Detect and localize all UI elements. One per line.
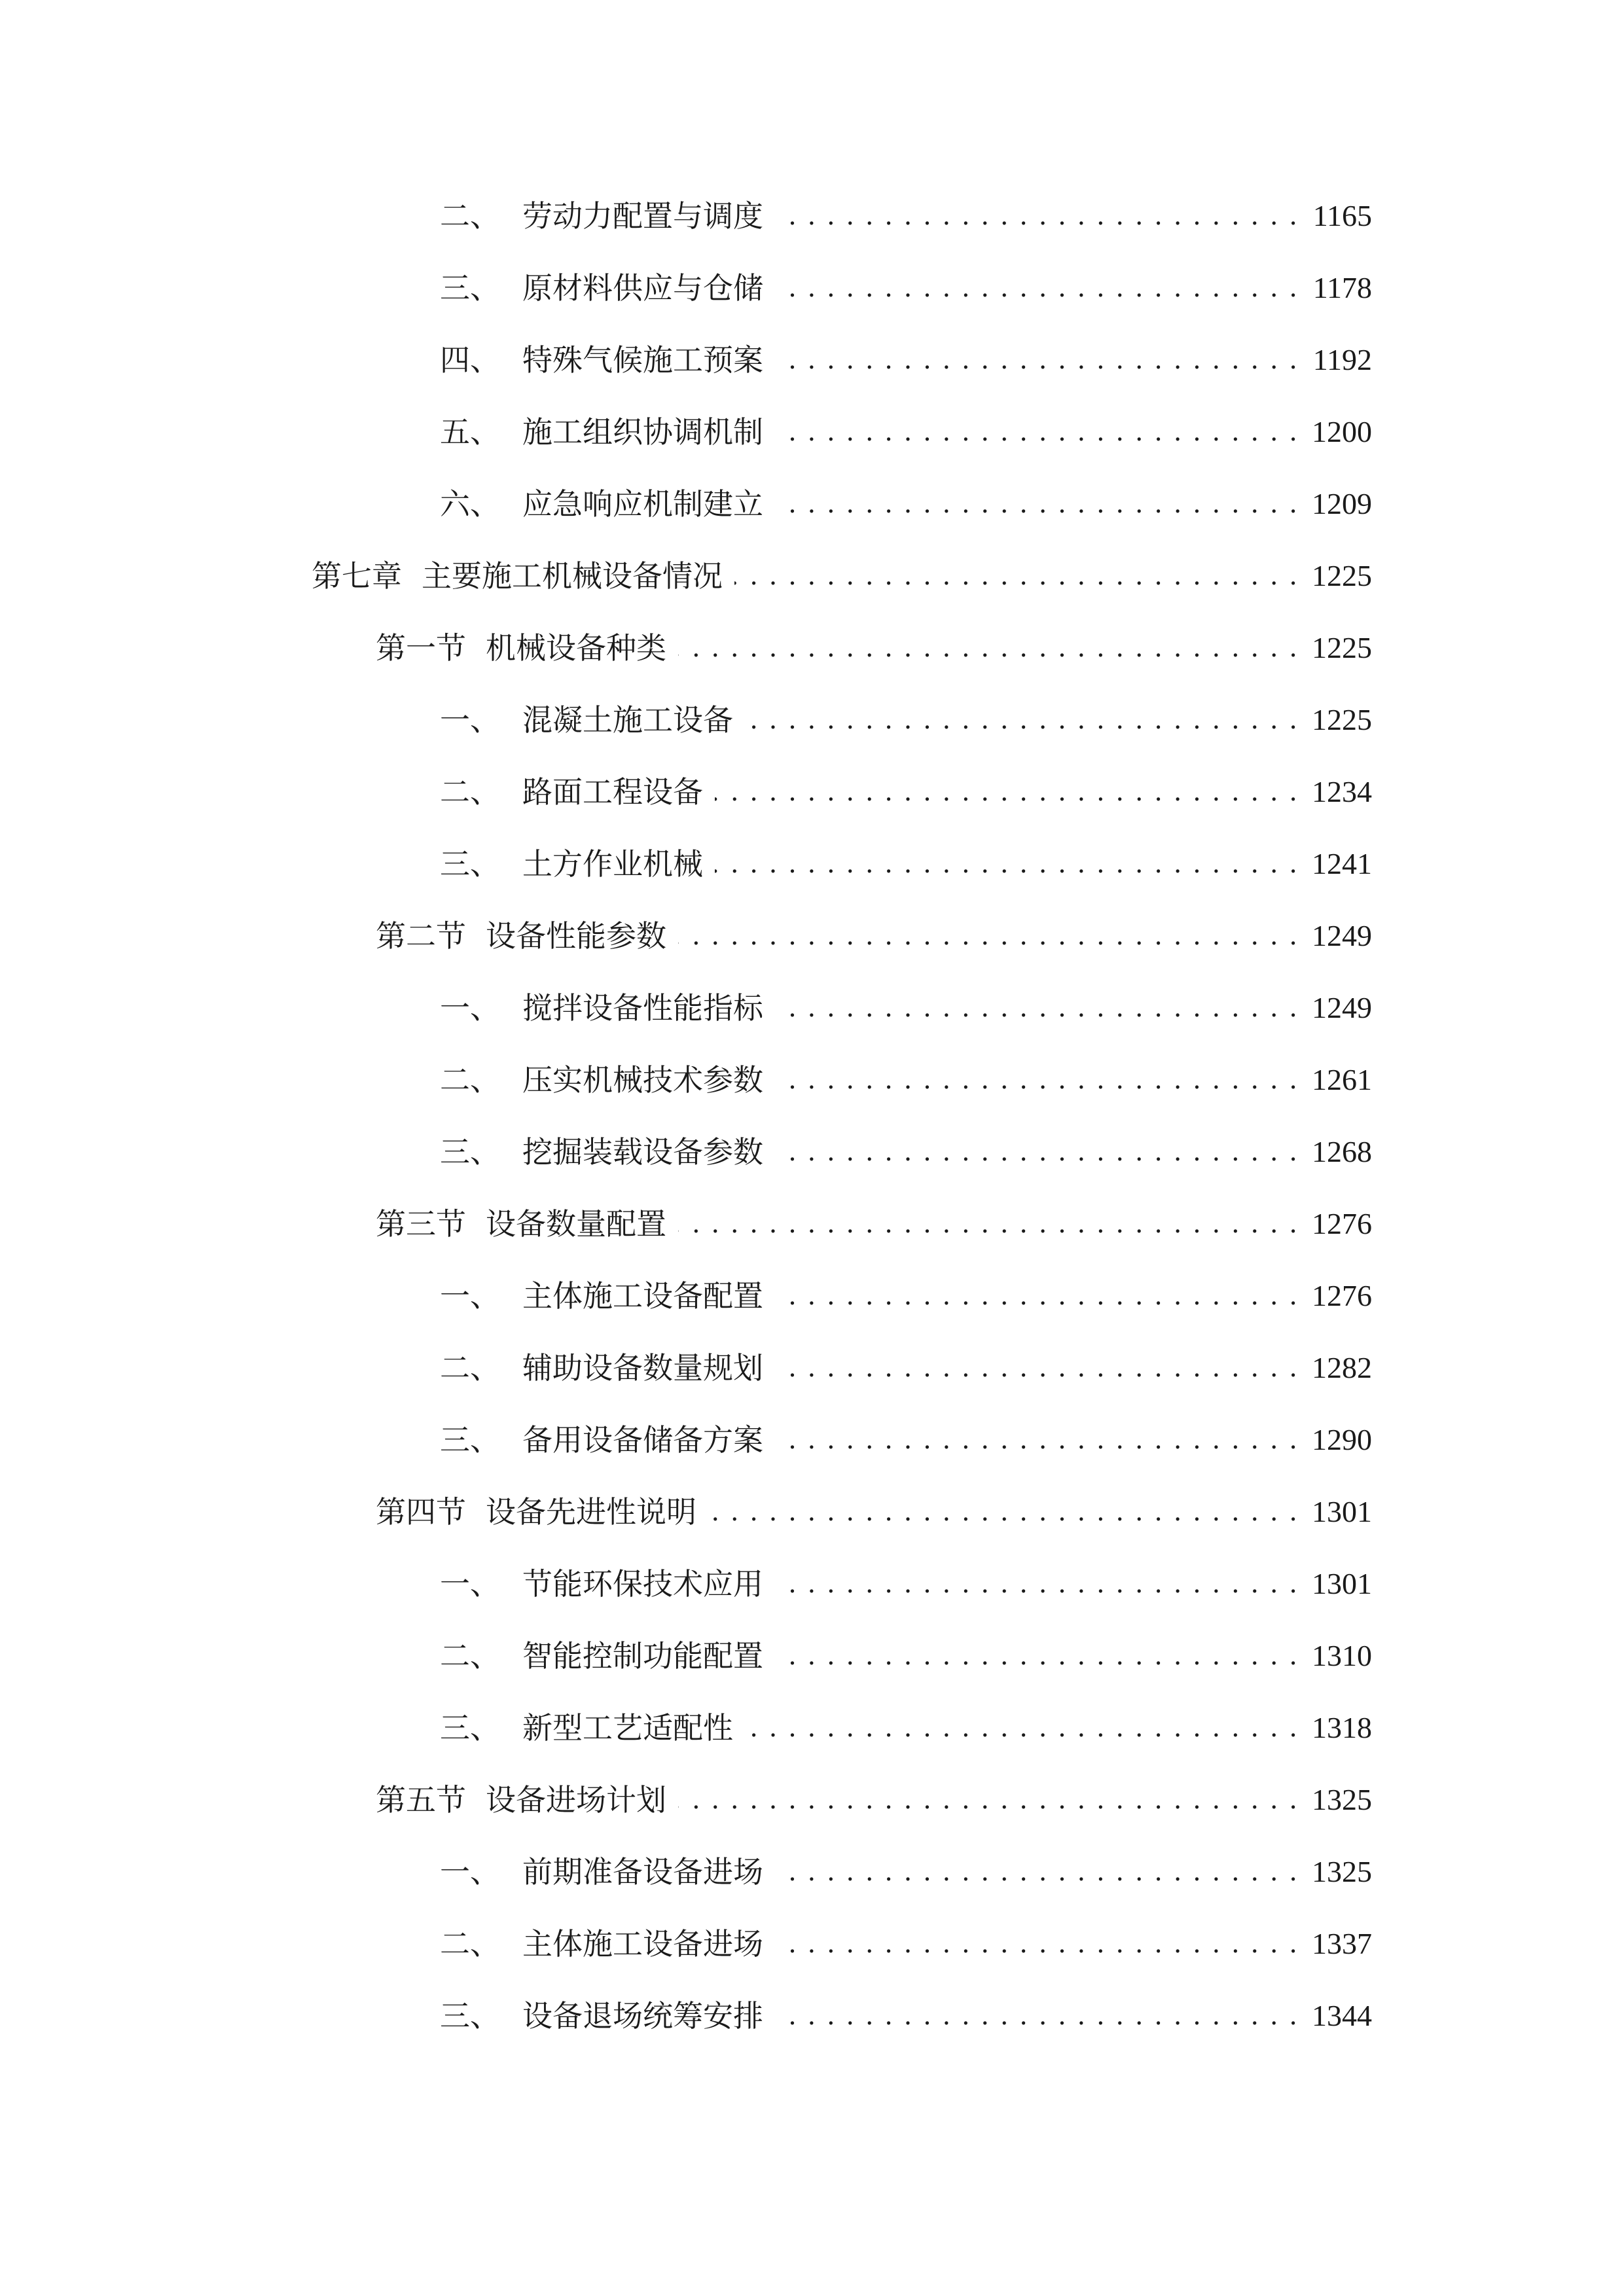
toc-entry[interactable] [440,262,1372,314]
toc-entry-page: 1225 [1312,631,1372,664]
toc-entry-number: 第二节 [376,918,466,954]
toc-dot-leader [678,910,1299,962]
toc-entry[interactable] [440,1702,1372,1754]
toc-entry-number: 六、 [440,486,500,522]
toc-entry-title: 应急响应机制建立 [522,486,763,522]
toc-entry-number: 二、 [440,1926,500,1962]
toc-dot-leader [678,622,1299,674]
toc-entry-title: 搅拌设备性能指标 [522,990,763,1026]
toc-entry-page: 1268 [1312,1135,1372,1168]
toc-entry-page: 1261 [1312,1063,1372,1096]
toc-entry-page: 1337 [1312,1927,1372,1960]
toc-entry[interactable] [440,1918,1372,1970]
toc-dot-leader [775,1126,1299,1178]
toc-entry-number: 三、 [440,1134,500,1170]
toc-entry-title: 施工组织协调机制 [522,414,763,450]
toc-entry-title: 设备退场统筹安排 [522,1998,763,2034]
toc-section-entry[interactable] [376,1198,1372,1250]
toc-entry-page: 1301 [1312,1567,1372,1600]
toc-entry[interactable] [440,1054,1372,1106]
toc-entry-page: 1344 [1312,1999,1372,2032]
toc-dot-leader [745,1702,1299,1754]
toc-entry-page: 1249 [1312,919,1372,952]
toc-entry-number: 二、 [440,1062,500,1098]
toc-entry-title: 土方作业机械 [522,846,703,882]
toc-entry-number: 三、 [440,270,500,306]
toc-entry-title: 设备数量配置 [486,1206,666,1242]
toc-dot-leader [775,1990,1299,2042]
toc-entry-page: 1225 [1312,559,1372,592]
toc-dot-leader [775,982,1299,1034]
toc-entry-number: 二、 [440,774,500,810]
toc-entry-number: 五、 [440,414,500,450]
toc-entry-page: 1290 [1312,1423,1372,1456]
toc-entry-number: 一、 [440,1854,500,1890]
toc-entry-title: 节能环保技术应用 [522,1566,763,1602]
toc-dot-leader [775,406,1299,458]
toc-entry-title: 新型工艺适配性 [522,1710,733,1746]
toc-entry-number: 二、 [440,1350,500,1386]
toc-entry-page: 1241 [1312,847,1372,880]
toc-entry-page: 1234 [1312,775,1372,808]
toc-entry[interactable] [440,1846,1372,1898]
toc-entry-number: 二、 [440,198,500,234]
toc-dot-leader [734,550,1299,602]
toc-entry-page: 1301 [1312,1495,1372,1528]
toc-entry-page: 1325 [1312,1855,1372,1888]
toc-entry-title: 压实机械技术参数 [522,1062,763,1098]
toc-section-entry[interactable] [376,910,1372,962]
toc-entry[interactable] [440,478,1372,530]
toc-entry-title: 主体施工设备进场 [522,1926,763,1962]
toc-entry-page: 1276 [1312,1207,1372,1240]
toc-entry-title: 混凝土施工设备 [522,702,733,738]
toc-entry[interactable] [440,694,1372,746]
toc-dot-leader [775,334,1299,386]
toc-dot-leader [678,1198,1299,1250]
toc-dot-leader [708,1486,1299,1538]
toc-entry-title: 设备性能参数 [486,918,666,954]
toc-entry[interactable] [440,190,1372,242]
toc-entry[interactable] [440,766,1372,818]
toc-entry[interactable] [440,982,1372,1034]
toc-entry[interactable] [440,406,1372,458]
toc-entry-title: 备用设备储备方案 [522,1422,763,1458]
toc-section-entry[interactable] [376,1486,1372,1538]
toc-entry-page: 1192 [1312,343,1372,376]
toc-entry-page: 1276 [1312,1279,1372,1312]
toc-dot-leader [775,1558,1299,1610]
toc-entry-number: 第五节 [376,1782,466,1818]
toc-dot-leader [775,190,1299,242]
toc-entry-number: 一、 [440,990,500,1026]
toc-entry-title: 智能控制功能配置 [522,1638,763,1674]
toc-entry-title: 原材料供应与仓储 [522,270,763,306]
toc-entry-number: 第一节 [376,630,466,666]
toc-entry-title: 设备进场计划 [486,1782,666,1818]
toc-dot-leader [775,1630,1299,1682]
toc-entry-title: 辅助设备数量规划 [522,1350,763,1386]
toc-entry-title: 劳动力配置与调度 [522,198,763,234]
toc-entry-page: 1200 [1312,415,1372,448]
toc-entry[interactable] [440,1126,1372,1178]
toc-entry[interactable] [440,1270,1372,1322]
toc-entry-page: 1209 [1312,487,1372,520]
toc-entry[interactable] [440,1630,1372,1682]
toc-dot-leader [745,694,1299,746]
toc-entry-title: 路面工程设备 [522,774,703,810]
toc-entry-title: 主要施工机械设备情况 [422,558,723,594]
toc-entry-number: 一、 [440,702,500,738]
toc-entry[interactable] [440,1990,1372,2042]
toc-entry-page: 1325 [1312,1783,1372,1816]
toc-dot-leader [715,838,1299,890]
toc-dot-leader [775,1342,1299,1394]
toc-entry-number: 一、 [440,1278,500,1314]
toc-entry-page: 1282 [1312,1351,1372,1384]
toc-entry-number: 第三节 [376,1206,466,1242]
toc-dot-leader [775,1414,1299,1466]
toc-dot-leader [775,262,1299,314]
toc-entry-title: 设备先进性说明 [486,1494,696,1530]
toc-dot-leader [775,1846,1299,1898]
toc-entry[interactable] [440,838,1372,890]
toc-entry-title: 挖掘装载设备参数 [522,1134,763,1170]
toc-entry-number: 二、 [440,1638,500,1674]
toc-entry-page: 1318 [1312,1711,1372,1744]
toc-section-entry[interactable] [376,1774,1372,1826]
toc-dot-leader [775,1918,1299,1970]
toc-entry-page: 1178 [1312,271,1372,304]
toc-dot-leader [775,1270,1299,1322]
toc-entry[interactable] [440,1342,1372,1394]
toc-entry[interactable] [440,334,1372,386]
toc-entry-page: 1225 [1312,703,1372,736]
toc-entry-number: 第七章 [312,558,402,594]
toc-entry-number: 四、 [440,342,500,378]
toc-entry[interactable] [440,1414,1372,1466]
toc-chapter-entry[interactable] [312,550,1372,602]
toc-dot-leader [775,478,1299,530]
toc-entry-page: 1165 [1312,199,1372,232]
toc-entry-title: 机械设备种类 [486,630,666,666]
toc-entry-title: 特殊气候施工预案 [522,342,763,378]
toc-entry[interactable] [440,1558,1372,1610]
toc-entry-title: 前期准备设备进场 [522,1854,763,1890]
toc-entry-number: 第四节 [376,1494,466,1530]
toc-entry-page: 1310 [1312,1639,1372,1672]
toc-entry-number: 三、 [440,1998,500,2034]
toc-entry-page: 1249 [1312,991,1372,1024]
toc-entry-number: 三、 [440,1422,500,1458]
toc-dot-leader [775,1054,1299,1106]
toc-entry-title: 主体施工设备配置 [522,1278,763,1314]
toc-section-entry[interactable] [376,622,1372,674]
toc-entry-number: 一、 [440,1566,500,1602]
toc-entry-number: 三、 [440,846,500,882]
toc-dot-leader [678,1774,1299,1826]
toc-dot-leader [715,766,1299,818]
toc-entry-number: 三、 [440,1710,500,1746]
